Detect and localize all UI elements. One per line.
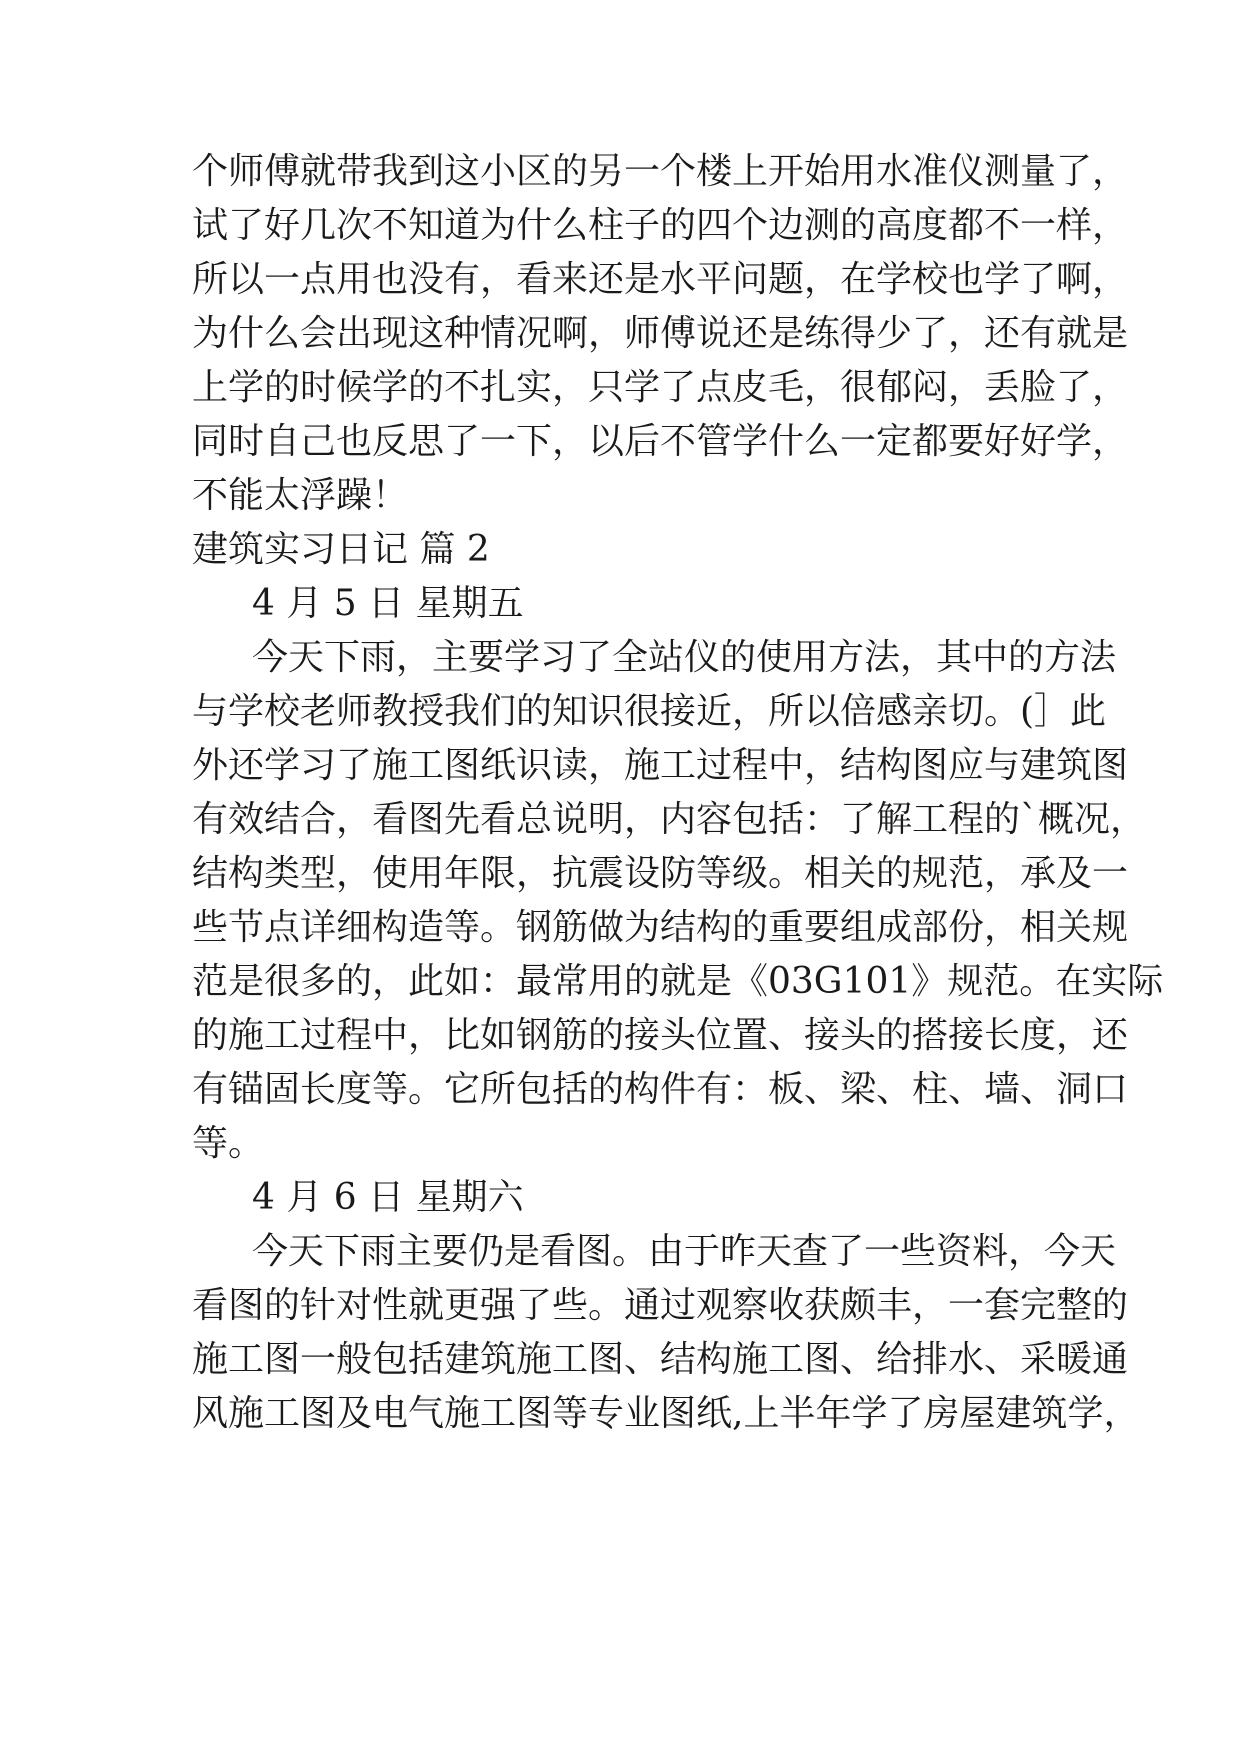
paragraph-1-line: 为什么会出现这种情况啊，师傅说还是练得少了，还有就是 [192,313,1129,354]
paragraph-2-line: 与学校老师教授我们的知识很接近，所以倍感亲切。(］此 [192,691,1107,732]
paragraph-3-line: 今天下雨主要仍是看图。由于昨天查了一些资料，今天 [252,1231,1117,1272]
paragraph-1-line: 同时自己也反思了一下，以后不管学什么一定都要好好学， [192,421,1129,462]
paragraph-2-line: 今天下雨，主要学习了全站仪的使用方法，其中的方法 [252,637,1117,678]
paragraph-1-line: 试了好几次不知道为什么柱子的四个边测的高度都不一样， [192,205,1129,246]
paragraph-2-line: 些节点详细构造等。钢筋做为结构的重要组成部份，相关规 [192,907,1129,948]
paragraph-1-line: 所以一点用也没有，看来还是水平问题，在学校也学了啊， [192,259,1129,300]
paragraph-2-line: 的施工过程中，比如钢筋的接头位置、接头的搭接长度，还 [192,1015,1129,1056]
paragraph-2-line: 有效结合，看图先看总说明，内容包括：了解工程的`概况， [192,799,1147,840]
paragraph-1-line: 不能太浮躁！ [192,475,409,516]
paragraph-2-line: 有锚固长度等。它所包括的构件有：板、梁、柱、墙、洞口 [192,1069,1129,1110]
paragraph-3-line: 施工图一般包括建筑施工图、结构施工图、给排水、采暖通 [192,1339,1129,1380]
paragraph-2-line: 外还学习了施工图纸识读，施工过程中，结构图应与建筑图 [192,745,1129,786]
paragraph-1-line: 上学的时候学的不扎实，只学了点皮毛，很郁闷，丢脸了， [192,367,1129,408]
section-heading: 建筑实习日记 篇 2 [192,529,490,570]
diary-date: 4 月 5 日 星期五 [252,583,524,624]
paragraph-3-line: 看图的针对性就更强了些。通过观察收获颇丰，一套完整的 [192,1285,1129,1326]
paragraph-1-line: 个师傅就带我到这小区的另一个楼上开始用水准仪测量了， [192,151,1129,192]
diary-date: 4 月 6 日 星期六 [252,1177,524,1218]
paragraph-2-line: 等。 [192,1123,265,1164]
paragraph-2-line: 范是很多的，此如：最常用的就是《03G101》规范。在实际 [192,961,1164,1002]
paragraph-2-line: 结构类型，使用年限，抗震设防等级。相关的规范，承及一 [192,853,1129,894]
paragraph-3-line: 风施工图及电气施工图等专业图纸,上半年学了房屋建筑学， [192,1393,1140,1434]
